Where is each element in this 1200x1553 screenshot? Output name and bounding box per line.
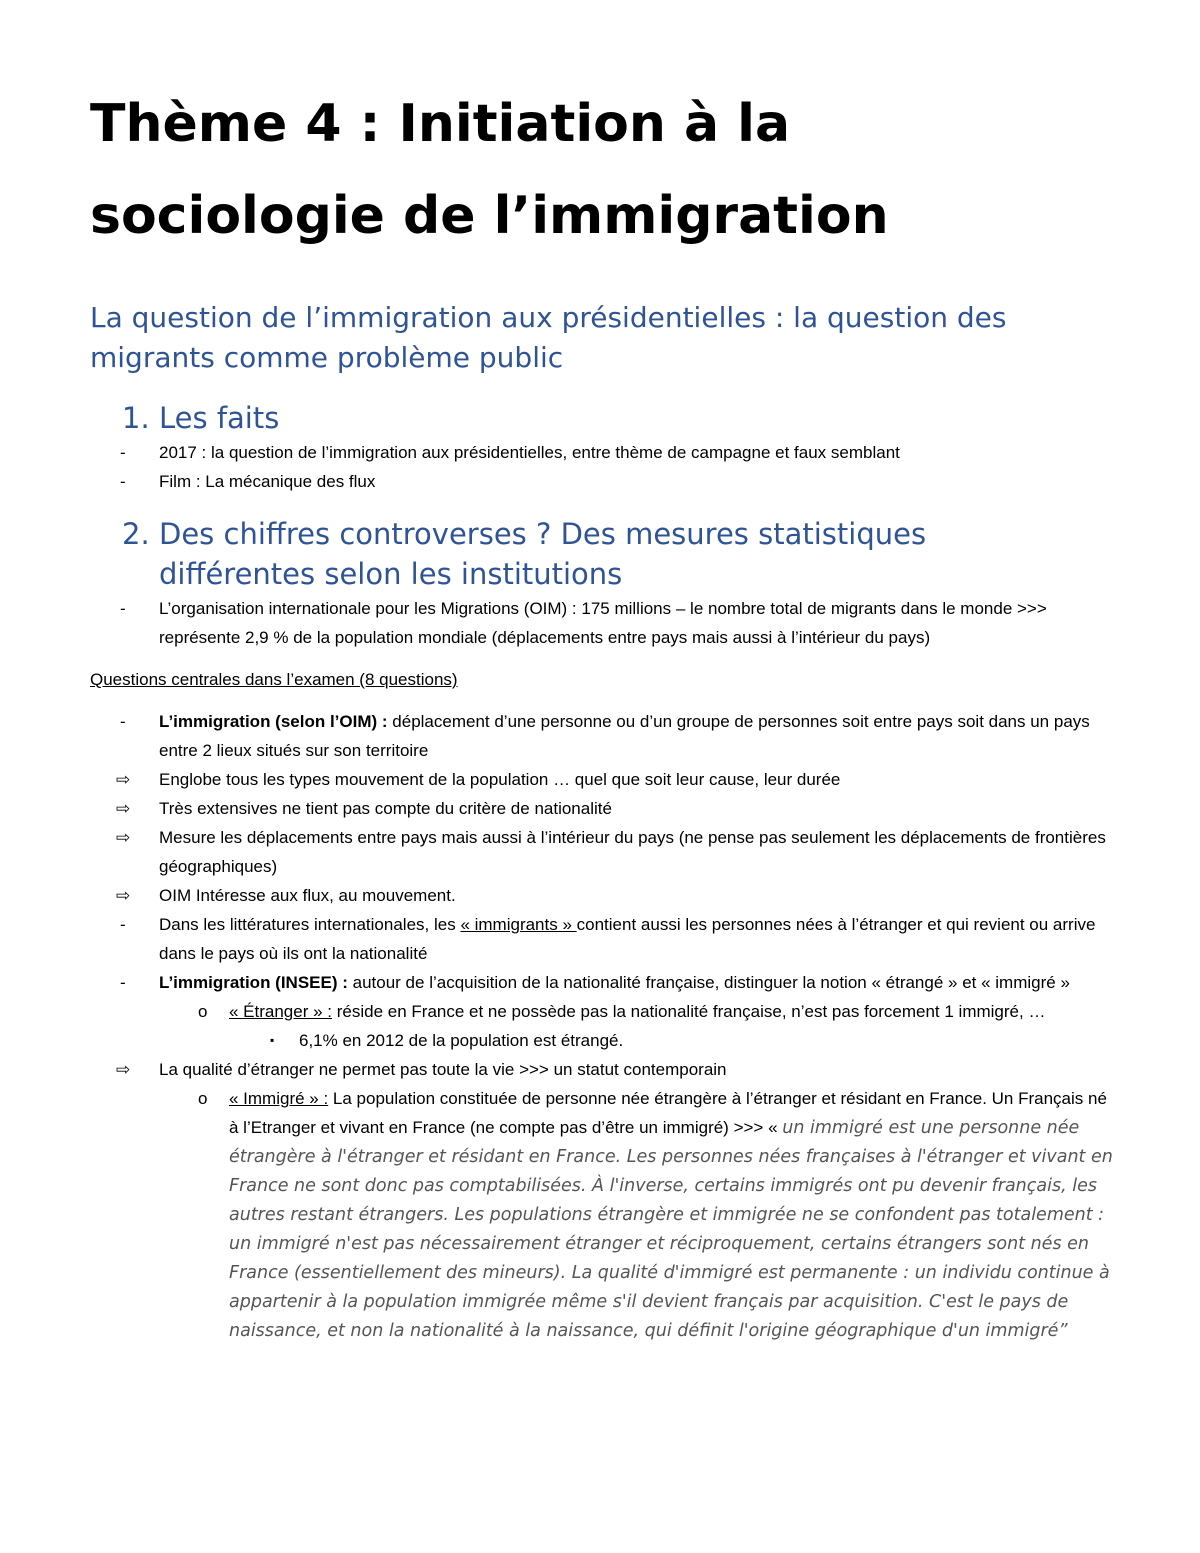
- list-item-text: Mesure les déplacements entre pays mais aussi à l’intérieur du pays (ne pense pas seulement les déplacements de frontières géographiques): [159, 828, 1106, 876]
- heading-2-number: 2.: [122, 517, 150, 551]
- list-item: [90, 997, 1120, 1026]
- dash-bullet: -: [120, 973, 126, 992]
- list-item-text: L’organisation internationale pour les Migrations (OIM) : 175 millions – le nombre total de migrants dans le monde >>> représente 2,9 % de la population mondiale (déplacements entre pays mais aussi à l’intérieur du pays): [159, 599, 1047, 647]
- term-immigrants: « immigrants »: [460, 915, 577, 934]
- list-item-text: OIM Intéresse aux flux, au mouvement.: [159, 886, 456, 905]
- definition-oim: déplacement d’une personne ou d’un groupe de personnes soit entre pays soit dans un pays entre 2 lieux situés sur son territoire: [159, 712, 1090, 760]
- term-etranger: « Étranger » :: [229, 1002, 333, 1021]
- list-item: [90, 765, 1120, 794]
- heading-2: [90, 514, 1120, 594]
- arrow-right-icon: ⇨: [116, 828, 131, 847]
- square-bullet: ▪: [270, 1033, 275, 1047]
- list-item: [90, 1026, 1120, 1055]
- section-subtitle: La question de l’immigration aux présidentielles : la question des migrants comme problème public: [90, 301, 1007, 374]
- heading-2-line-1: Des chiffres controverses ? Des mesures statistiques: [159, 517, 927, 551]
- heading-1: [90, 398, 1120, 438]
- heading-1-number: 1.: [122, 401, 150, 435]
- dash-bullet: -: [120, 443, 126, 462]
- list-item-text: contient aussi les personnes nées à l’étranger et qui revient ou arrive dans le pays où ils ont la nationalité: [159, 915, 1096, 963]
- list-item-text: Très extensives ne tient pas compte du critère de nationalité: [159, 799, 612, 818]
- document-page: [90, 78, 1120, 1345]
- circle-bullet: o: [198, 1002, 208, 1021]
- list-item: [90, 881, 1120, 910]
- dash-bullet: -: [120, 599, 126, 618]
- definition-insee: autour de l’acquisition de la nationalité française, distinguer la notion « étrangé » et « immigré »: [347, 973, 1070, 992]
- list-item: [90, 1084, 1120, 1345]
- list-item: [90, 594, 1120, 652]
- list-item-text: 6,1% en 2012 de la population est étrangé.: [299, 1031, 624, 1050]
- insee-quote: un immigré est une personne née étrangère à l'étranger et résidant en France. Les personnes nées françaises à l'étranger et vivant en France ne sont donc pas comptabilisées. À l'inverse, certains immigrés ont pu devenir français, les autres restant étrangers. Les populations étrangère et immigrée ne se confondent pas totalement : un immigré n'est pas nécessairement étranger et réciproquement, certains étrangers sont nés en France (essentiellement des mineurs). La qualité d'immigré est permanente : un individu continue à appartenir à la population immigrée même s'il devient français par acquisition. C'est le pays de naissance, et non la nationalité à la naissance, qui définit l'origine géographique d'un immigré”: [229, 1118, 1113, 1341]
- dash-bullet: -: [120, 712, 126, 731]
- term-immigre: « Immigré » :: [229, 1089, 329, 1108]
- dash-bullet: -: [120, 472, 126, 491]
- list-item-text: Film : La mécanique des flux: [159, 472, 376, 491]
- list-item: [90, 1055, 1120, 1084]
- title-line-2: sociologie de l’immigration: [90, 186, 889, 246]
- arrow-right-icon: ⇨: [116, 1060, 131, 1079]
- term-oim: L’immigration (selon l’OIM) :: [159, 712, 388, 731]
- list-item: [90, 707, 1120, 765]
- list-item: [90, 438, 1120, 467]
- list-item: [90, 467, 1120, 496]
- list-item-text: La qualité d’étranger ne permet pas toute la vie >>> un statut contemporain: [159, 1060, 727, 1079]
- list-item: [90, 823, 1120, 881]
- arrow-right-icon: ⇨: [116, 770, 131, 789]
- term-insee: L’immigration (INSEE) :: [159, 973, 348, 992]
- list-item-text: 2017 : la question de l’immigration aux présidentielles, entre thème de campagne et faux semblant: [159, 443, 900, 462]
- heading-1-text: Les faits: [159, 401, 280, 435]
- list-item-text: Dans les littératures internationales, les: [159, 915, 461, 934]
- list-item: [90, 910, 1120, 968]
- definition-immigre: La population constituée de personne née étrangère à l’étranger et résidant en France. Un Français né à l’Etranger et vivant en France (ne compte pas d’être un immigré) >>> «: [229, 1089, 1107, 1137]
- title-line-1: Thème 4 : Initiation à la: [90, 94, 791, 154]
- heading-2-line-2: différentes selon les institutions: [159, 557, 623, 591]
- list-item: [90, 794, 1120, 823]
- list-item: [90, 968, 1120, 997]
- circle-bullet: o: [198, 1089, 208, 1108]
- definition-etranger: réside en France et ne possède pas la nationalité française, n’est pas forcement 1 immigré, …: [332, 1002, 1046, 1021]
- arrow-right-icon: ⇨: [116, 799, 131, 818]
- list-item-text: Englobe tous les types mouvement de la population … quel que soit leur cause, leur durée: [159, 770, 841, 789]
- arrow-right-icon: ⇨: [116, 886, 131, 905]
- dash-bullet: -: [120, 915, 126, 934]
- document-title: [90, 78, 1120, 262]
- questions-heading: Questions centrales dans l’examen (8 questions): [90, 670, 458, 689]
